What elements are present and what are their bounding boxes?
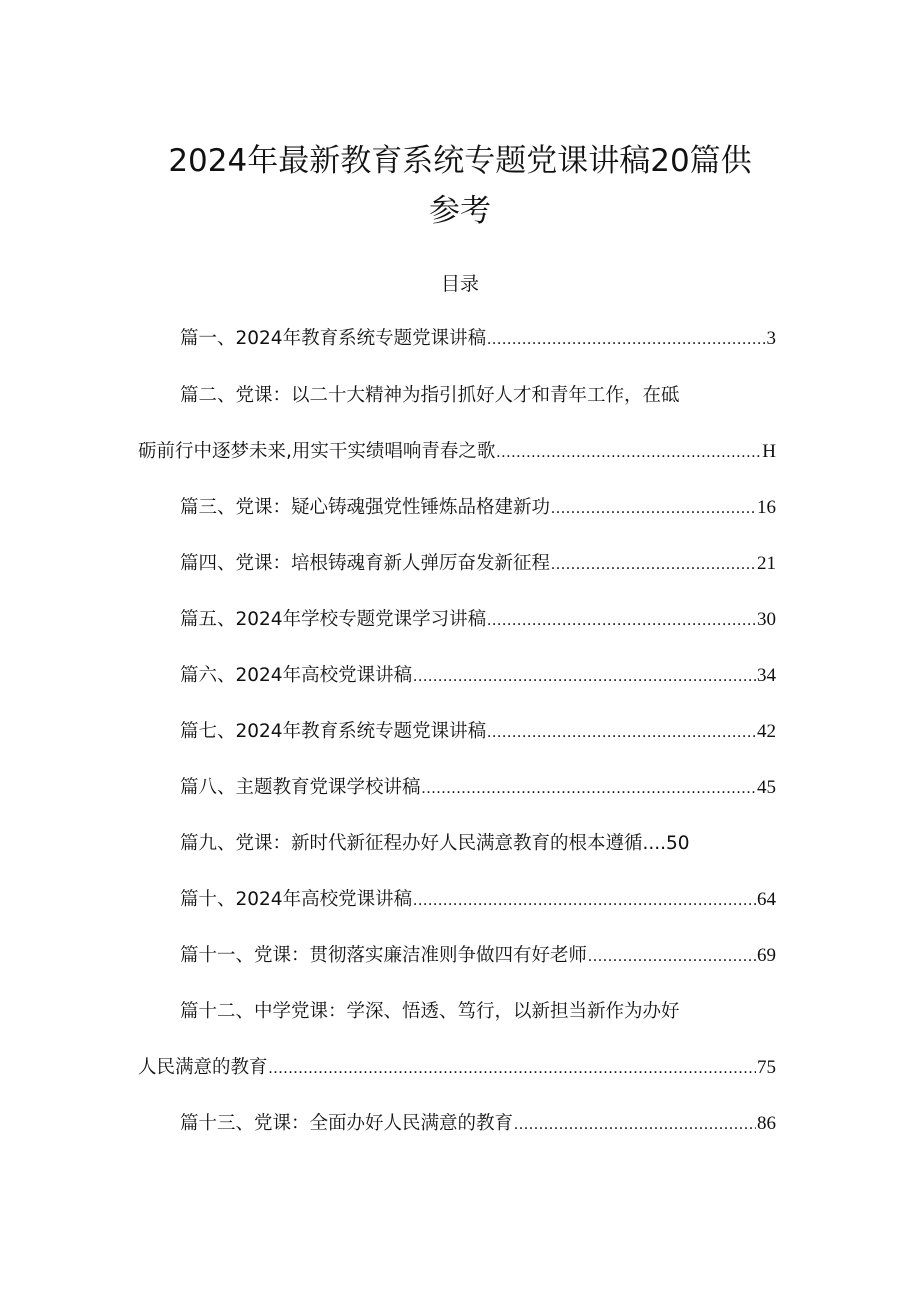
toc-entry-11[interactable] (180, 941, 776, 972)
dot-leader (496, 438, 761, 468)
toc-entry-page: 34 (757, 665, 776, 686)
toc-entry-9[interactable]: 篇九、党课：新时代新征程办好人民满意教育的根本遵循....50 (180, 833, 690, 854)
toc-entry-page: 30 (757, 609, 776, 630)
dot-leader (413, 886, 756, 916)
toc-entry-page: 86 (757, 1113, 776, 1134)
toc-entry-6[interactable] (180, 661, 776, 692)
dot-leader (588, 942, 756, 972)
document-title (120, 136, 800, 236)
toc-entry-label: 篇六、2024年高校党课讲稿 (180, 665, 413, 686)
toc-entry-page: 69 (757, 945, 776, 966)
toc-entry-page: H (762, 441, 776, 462)
dot-leader (269, 1054, 756, 1084)
dot-leader (422, 774, 756, 804)
toc-entry-10[interactable] (180, 885, 776, 916)
dot-leader (551, 494, 756, 524)
title-line-1: 2024年最新教育系统专题党课讲稿20篇供 (168, 143, 752, 179)
toc-entry-label: 篇七、2024年教育系统专题党课讲稿 (180, 721, 487, 742)
toc-entry-label: 篇四、党课：培根铸魂育新人弹厉奋发新征程 (180, 553, 551, 574)
toc-entry-page: 16 (757, 497, 776, 518)
toc-entry-page: 21 (757, 553, 776, 574)
toc-entry-2-line-1[interactable]: 篇二、党课：以二十大精神为指引抓好人才和青年工作，在砥 (180, 385, 680, 406)
toc-entry-2[interactable] (138, 437, 776, 468)
toc-entry-label: 篇十三、党课：全面办好人民满意的教育 (180, 1113, 514, 1134)
toc-entry-label: 篇八、主题教育党课学校讲稿 (180, 777, 421, 798)
toc-entry-label: 篇三、党课：疑心铸魂强党性锤炼品格建新功 (180, 497, 551, 518)
dot-leader (487, 718, 756, 748)
toc-entry-label: 篇五、2024年学校专题党课学习讲稿 (180, 609, 487, 630)
toc-entry-label: 砺前行中逐梦未来,用实干实绩唱响青春之歌 (138, 441, 496, 462)
toc-entry-label: 篇十一、党课：贯彻落实廉洁准则争做四有好老师 (180, 945, 588, 966)
toc-entry-8[interactable] (180, 773, 776, 804)
toc-entry-page: 75 (757, 1057, 776, 1078)
toc-entry-page: 64 (757, 889, 776, 910)
title-line-2: 参考 (429, 193, 491, 229)
toc-entry-1[interactable] (180, 324, 776, 355)
toc-heading: 目录 (440, 273, 479, 295)
dot-leader (487, 325, 765, 355)
toc-entry-page: 42 (757, 721, 776, 742)
dot-leader (551, 550, 756, 580)
toc-entry-13[interactable] (180, 1109, 776, 1140)
toc-entry-page: 45 (757, 777, 776, 798)
toc-entry-page: 3 (766, 328, 776, 349)
dot-leader (514, 1110, 756, 1140)
dot-leader (413, 662, 756, 692)
toc-entry-label: 篇一、2024年教育系统专题党课讲稿 (180, 328, 487, 349)
dot-leader (487, 606, 756, 636)
toc-entry-12[interactable] (138, 1053, 776, 1084)
toc-entry-12-line-1[interactable]: 篇十二、中学党课：学深、悟透、笃行，以新担当新作为办好 (180, 1001, 680, 1022)
toc-entry-7[interactable] (180, 717, 776, 748)
toc-entry-4[interactable] (180, 549, 776, 580)
toc-entry-5[interactable] (180, 605, 776, 636)
toc-entry-3[interactable] (180, 493, 776, 524)
toc-entry-label: 人民满意的教育 (138, 1057, 268, 1078)
toc-entry-label: 篇十、2024年高校党课讲稿 (180, 889, 413, 910)
